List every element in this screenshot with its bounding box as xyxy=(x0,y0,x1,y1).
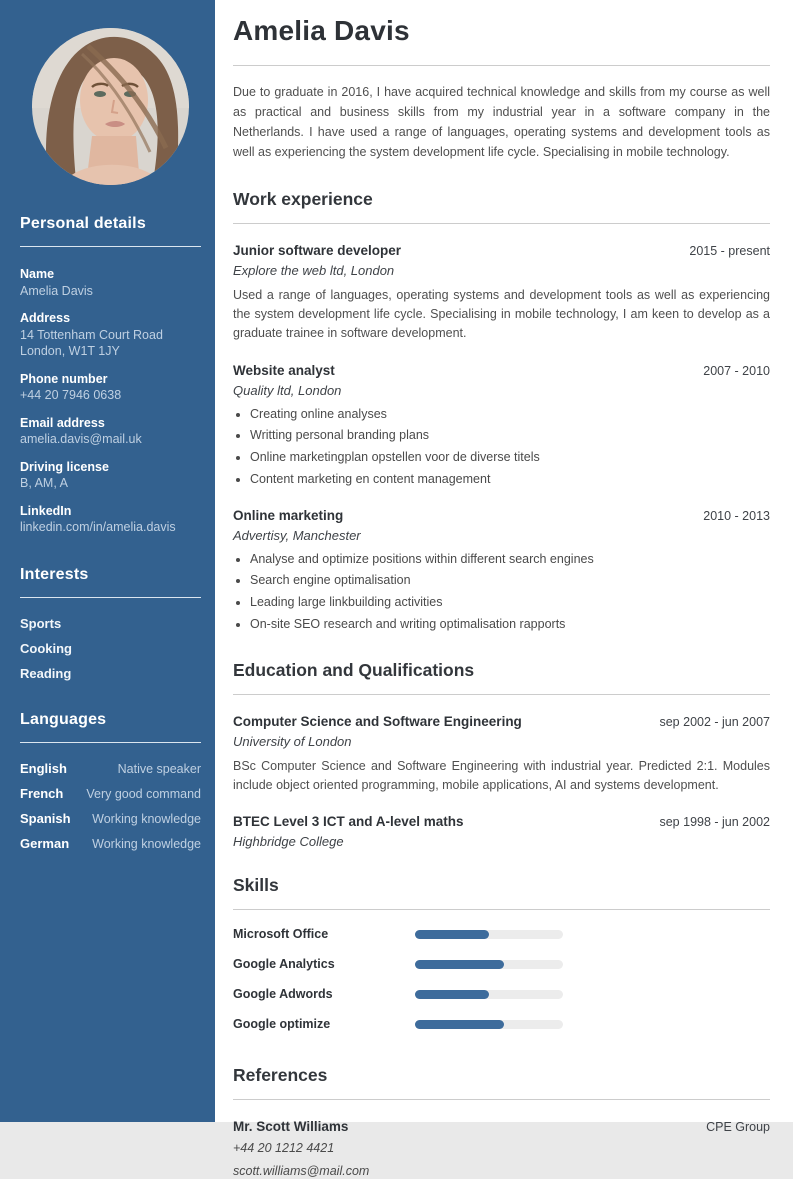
detail-item-linkedin xyxy=(20,503,201,536)
sidebar-heading-interests: Interests xyxy=(20,565,89,583)
entry-header xyxy=(233,363,770,378)
job-bullet: • Online marketingplan opstellen voor de diverse titels xyxy=(250,449,770,467)
sidebar-section-interests xyxy=(20,566,201,681)
reference-name: Mr. Scott Williams xyxy=(233,1119,349,1135)
language-name: English xyxy=(20,760,67,776)
detail-label: Name xyxy=(20,267,55,281)
school-name: Highbridge College xyxy=(233,834,344,850)
skill-name: Google optimize xyxy=(233,1017,331,1032)
skill-row xyxy=(233,979,770,1009)
work-entry xyxy=(233,243,770,344)
skill-bar-track xyxy=(415,930,563,939)
entry-header xyxy=(233,508,770,523)
sidebar xyxy=(0,0,215,1122)
education-entry xyxy=(233,714,770,796)
sidebar-divider xyxy=(20,246,201,247)
detail-label: Email address xyxy=(20,415,105,430)
detail-label: Phone number xyxy=(20,371,108,386)
language-row xyxy=(20,836,201,851)
job-employer: Quality ltd, London xyxy=(233,382,342,398)
degree-period: sep 1998 - jun 2002 xyxy=(659,815,770,830)
skill-bar-fill xyxy=(415,1020,504,1029)
job-bullet: • On-site SEO research and writing optimalisation rapports xyxy=(250,616,770,634)
skills-list xyxy=(233,919,770,1039)
detail-item-address xyxy=(20,310,201,360)
job-period: 2015 - present xyxy=(689,243,770,258)
sidebar-heading-personal-details: Personal details xyxy=(20,215,146,232)
language-level: Native speaker xyxy=(117,761,201,776)
section-heading-work: Work experience xyxy=(233,188,373,209)
reference-phone: +44 20 1212 4421 xyxy=(233,1141,335,1156)
detail-value: linkedin.com/in/amelia.davis xyxy=(20,520,176,534)
entry-header xyxy=(233,714,770,729)
reference-company: CPE Group xyxy=(706,1120,770,1135)
job-description: Used a range of languages, operating systems and development tools as well as experiencing the system development life cycle. Specialising in mobile technology, I am keen to develop as a graduate trainee in software development. xyxy=(233,287,770,341)
job-bullet: • Writting personal branding plans xyxy=(250,427,770,445)
skill-name: Google Analytics xyxy=(233,957,335,972)
section-divider xyxy=(233,223,770,224)
interest-item: Sports xyxy=(20,615,62,631)
language-row xyxy=(20,761,201,776)
reference-email: scott.williams@mail.com xyxy=(233,1163,370,1178)
detail-value: Amelia Davis xyxy=(20,283,93,298)
personal-details-list xyxy=(20,266,201,536)
section-heading-skills: Skills xyxy=(233,875,279,896)
detail-value: London, W1T 1JY xyxy=(20,344,120,358)
page-title: Amelia Davis xyxy=(233,15,410,46)
skill-bar-track xyxy=(415,990,563,999)
job-title: Online marketing xyxy=(233,507,344,523)
job-period: 2007 - 2010 xyxy=(703,363,770,378)
language-name: German xyxy=(20,835,70,851)
detail-item-email xyxy=(20,415,201,448)
reference-entry xyxy=(233,1119,770,1179)
interest-item: Reading xyxy=(20,665,72,681)
skill-row xyxy=(233,919,770,949)
section-skills xyxy=(233,875,770,1039)
degree-title: Computer Science and Software Engineering xyxy=(233,713,522,729)
section-divider xyxy=(233,909,770,910)
job-bullet: • Content marketing en content management xyxy=(250,471,770,489)
skill-row xyxy=(233,1009,770,1039)
profile-photo xyxy=(32,28,189,185)
language-level: Very good command xyxy=(86,786,201,801)
degree-period: sep 2002 - jun 2007 xyxy=(659,714,770,729)
detail-label: Driving license xyxy=(20,459,109,474)
entry-header xyxy=(233,243,770,258)
skill-bar-track xyxy=(415,1020,563,1029)
skill-bar-fill xyxy=(415,990,489,999)
work-entry xyxy=(233,508,770,634)
skill-bar-track xyxy=(415,960,563,969)
sidebar-divider xyxy=(20,597,201,598)
detail-item-phone xyxy=(20,371,201,404)
job-bullet: • Search engine optimalisation xyxy=(250,572,770,590)
job-bullet: • Analyse and optimize positions within different search engines xyxy=(250,551,770,569)
job-title: Website analyst xyxy=(233,362,335,378)
section-work-experience xyxy=(233,189,770,634)
detail-label: Address xyxy=(20,311,71,325)
job-bullet-list xyxy=(250,406,770,489)
job-title: Junior software developer xyxy=(233,242,402,258)
interests-list xyxy=(20,616,201,681)
education-entry xyxy=(233,814,770,849)
section-references xyxy=(233,1065,770,1179)
language-level: Working knowledge xyxy=(92,836,201,851)
detail-item-driving-license xyxy=(20,459,201,492)
language-name: Spanish xyxy=(20,810,71,826)
entry-header xyxy=(233,814,770,829)
section-divider xyxy=(233,694,770,695)
section-heading-references: References xyxy=(233,1065,328,1086)
job-period: 2010 - 2013 xyxy=(703,508,770,523)
section-divider xyxy=(233,1099,770,1100)
title-divider xyxy=(233,65,770,66)
profile-summary: Due to graduate in 2016, I have acquired technical knowledge and skills from my course as well as practical and business skills from my industrial year in a software company in the Netherlands. I have used a range of languages, operating systems and development tools as well as experiencing the system development life cycle. Specialising in mobile technology. xyxy=(233,84,770,160)
portrait-illustration xyxy=(32,28,189,185)
detail-item-name xyxy=(20,266,201,299)
detail-value: 14 Tottenham Court Road xyxy=(20,327,163,342)
job-employer: Explore the web ltd, London xyxy=(233,262,395,278)
interest-item: Cooking xyxy=(20,640,72,656)
language-row xyxy=(20,786,201,801)
detail-label: LinkedIn xyxy=(20,503,72,518)
work-entry xyxy=(233,363,770,489)
degree-title: BTEC Level 3 ICT and A-level maths xyxy=(233,814,464,830)
sidebar-section-personal-details xyxy=(20,215,201,536)
skill-name: Microsoft Office xyxy=(233,927,329,942)
language-name: French xyxy=(20,785,64,801)
main-content xyxy=(215,0,793,1178)
detail-value: amelia.davis@mail.uk xyxy=(20,432,142,446)
job-bullet-list xyxy=(250,551,770,634)
degree-description: BSc Computer Science and Software Engineering with industrial year. Predicted 2:1. Modules include object oriented programming, mobile applications, AI and systems development. xyxy=(233,758,770,793)
skill-bar-fill xyxy=(415,960,504,969)
section-education xyxy=(233,660,770,850)
skill-name: Google Adwords xyxy=(233,987,333,1002)
language-level: Working knowledge xyxy=(92,811,201,826)
section-heading-education: Education and Qualifications xyxy=(233,659,475,680)
job-bullet: • Creating online analyses xyxy=(250,406,770,424)
entry-header xyxy=(233,1119,770,1134)
languages-list xyxy=(20,761,201,851)
school-name: University of London xyxy=(233,733,352,749)
language-row xyxy=(20,811,201,826)
job-employer: Advertisy, Manchester xyxy=(233,527,361,543)
sidebar-section-languages xyxy=(20,711,201,851)
job-bullet: • Leading large linkbuilding activities xyxy=(250,594,770,612)
sidebar-heading-languages: Languages xyxy=(20,710,107,728)
detail-value: B, AM, A xyxy=(20,476,68,490)
skill-bar-fill xyxy=(415,930,489,939)
sidebar-divider xyxy=(20,742,201,743)
detail-value: +44 20 7946 0638 xyxy=(20,388,122,402)
skill-row xyxy=(233,949,770,979)
